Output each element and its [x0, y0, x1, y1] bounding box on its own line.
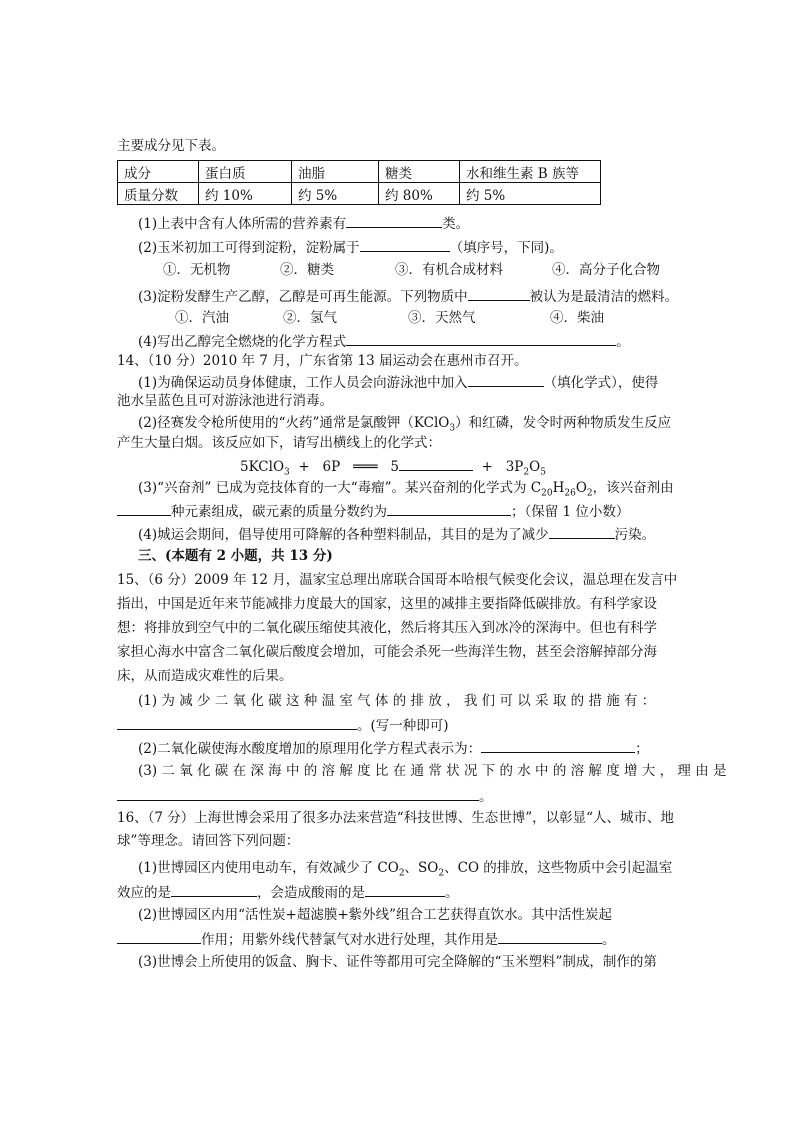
q13-part4: (4)写出乙醇完全燃烧的化学方程式 。 — [138, 331, 630, 351]
q13-part2: (2)玉米初加工可得到淀粉，淀粉属于 （填序号，下同)。 — [138, 237, 563, 257]
answer-blank[interactable] — [360, 237, 450, 252]
q16-part2: (2)世博园区内用“活性炭+超滤膜+紫外线”组合工艺获得直饮水。其中活性炭起 — [138, 907, 613, 923]
q15-line: 床，从而造成灾难性的后果。 — [117, 668, 293, 684]
answer-blank[interactable] — [346, 331, 616, 346]
nutrition-table — [117, 160, 601, 205]
answer-blank[interactable] — [387, 501, 511, 516]
q13-option-2: ②．糖类 — [280, 262, 334, 278]
q13-option-3: ③．有机合成材料 — [395, 262, 503, 278]
q13-fuel-option-4: ④．柴油 — [550, 310, 604, 326]
intro-text: 主要成分见下表。 — [117, 138, 225, 154]
table-cell: 约 10% — [199, 183, 292, 205]
answer-blank[interactable] — [468, 286, 530, 301]
table-cell: 约 80% — [379, 183, 460, 205]
table-cell: 油脂 — [292, 161, 379, 183]
q14-part3-cont: 种元素组成，碳元素的质量分数约为 ；（保留 1 位小数） — [117, 501, 629, 521]
section-heading: 三、(本题有 2 小题，共 13 分) — [138, 548, 333, 564]
q15-part2: (2)二氧化碳使海水酸度增加的原理用化学方程式表示为： ； — [138, 738, 649, 758]
q15-line: 指出，中国是近年来节能减排力度最大的国家，这里的减排主要指降低碳排放。有科学家设 — [117, 596, 657, 612]
q14-part2-cont: 产生大量白烟。该反应如下，请写出横线上的化学式： — [117, 435, 441, 451]
table-cell: 蛋白质 — [199, 161, 292, 183]
q15-line: 15、（6 分）2009 年 12 月，温家宝总理出席联合国哥本哈根气候变化会议，温总理在发言中 — [117, 572, 678, 588]
answer-blank[interactable] — [117, 786, 479, 801]
table-row — [118, 161, 601, 183]
q13-part3: (3)淀粉发酵生产乙醇，乙醇是可再生能源。下列物质中 被认为是最清洁的燃料。 — [138, 286, 678, 306]
table-cell: 成分 — [118, 161, 199, 183]
q15-part3: (3) 二 氧 化 碳 在 深 海 中 的 溶 解 度 比 在 通 常 状 况 下 的 水 中 的 溶 解 度 增 大 ， 理 由 是 — [138, 763, 727, 779]
q16-part1-cont: 效应的是 ，会造成酸雨的是 。 — [117, 882, 459, 902]
q15-part1: (1) 为 减 少 二 氧 化 碳 这 种 温 室 气 体 的 排 放 ， 我 们 可 以 采 取 的 措 施 有 ： — [138, 693, 656, 709]
q16-part2-cont: 作用；用紫外线代替氯气对水进行处理，其作用是 。 — [117, 929, 616, 949]
q14-equation: 5KClO$_3$ + 6P ═══ $5 + 3P_2O_5$ — [240, 456, 546, 482]
answer-blank[interactable] — [117, 929, 201, 944]
answer-blank[interactable] — [481, 738, 635, 753]
q13-option-4: ④．高分子化合物 — [552, 262, 660, 278]
q14-part1: (1)为确保运动员身体健康，工作人员会向游泳池中加入 （填化学式），使得 — [138, 372, 658, 392]
q14-part1-cont: 池水呈蓝色且可对游泳池进行消毒。 — [117, 393, 333, 409]
q16-line: 球”等理念。请回答下列问题： — [117, 833, 300, 849]
q15-part1-cont: 。(写一种即可) — [117, 715, 449, 735]
table-cell: 约 5% — [460, 183, 601, 205]
answer-blank[interactable] — [549, 524, 615, 539]
table-cell: 水和维生素 B 族等 — [460, 161, 601, 183]
q16-part3: (3)世博会上所使用的饭盒、胸卡、证件等都用可完全降解的“玉米塑料”制成，制作的第 — [138, 954, 657, 970]
answer-blank[interactable] — [171, 882, 257, 897]
answer-blank[interactable] — [117, 501, 171, 516]
q13-fuel-option-1: ①．汽油 — [175, 310, 229, 326]
answer-blank[interactable] — [498, 929, 602, 944]
q16-line: 16、（7 分）上海世博会采用了很多办法来营造“科技世博、生态世博”，以彰显“人、城市、地 — [117, 810, 675, 826]
answer-blank[interactable] — [365, 882, 445, 897]
q14-heading: 14、（10 分）2010 年 7 月，广东省第 13 届运动会在惠州市召开。 — [117, 353, 528, 369]
q15-part3-cont: 。 — [117, 786, 493, 806]
q13-fuel-option-3: ③．天然气 — [408, 310, 476, 326]
q13-option-1: ①．无机物 — [163, 262, 231, 278]
answer-blank[interactable] — [346, 213, 442, 228]
q14-part3: (3)“兴奋剂” 已成为竞技体育的一大“毒瘤”。某兴奋剂的化学式为 $C_{20}H_{26}O_2$，该兴奋剂由 — [138, 480, 674, 499]
table-cell: 糖类 — [379, 161, 460, 183]
q14-part4: (4)城运会期间，倡导使用可降解的各种塑料制品，其目的是为了减少 污染。 — [138, 524, 655, 544]
answer-blank[interactable] — [117, 715, 357, 730]
q16-part1: (1)世博园区内使用电动车，有效减少了 $CO_2$、$SO_2$、CO 的排放，这些物质中会引起温室 — [138, 860, 673, 879]
table-cell: 约 5% — [292, 183, 379, 205]
table-row — [118, 183, 601, 205]
q13-fuel-option-2: ②．氢气 — [283, 310, 337, 326]
table-cell: 质量分数 — [118, 183, 199, 205]
answer-blank[interactable] — [468, 372, 544, 387]
q15-line: 想：将排放到空气中的二氧化碳压缩使其液化，然后将其压入到冰冷的深海中。但也有科学 — [117, 620, 657, 636]
q14-part2: (2)径赛发令枪所使用的“火药”通常是氯酸钾（KClO$_3$）和红磷，发令时两种物质发生反应 — [138, 415, 672, 434]
answer-blank[interactable] — [399, 456, 473, 471]
q13-part1: (1)上表中含有人体所需的营养素有 类。 — [138, 213, 469, 233]
q15-line: 家担心海水中富含二氧化碳后酸度会增加，可能会杀死一些海洋生物，甚至会溶解掉部分海 — [117, 644, 657, 660]
